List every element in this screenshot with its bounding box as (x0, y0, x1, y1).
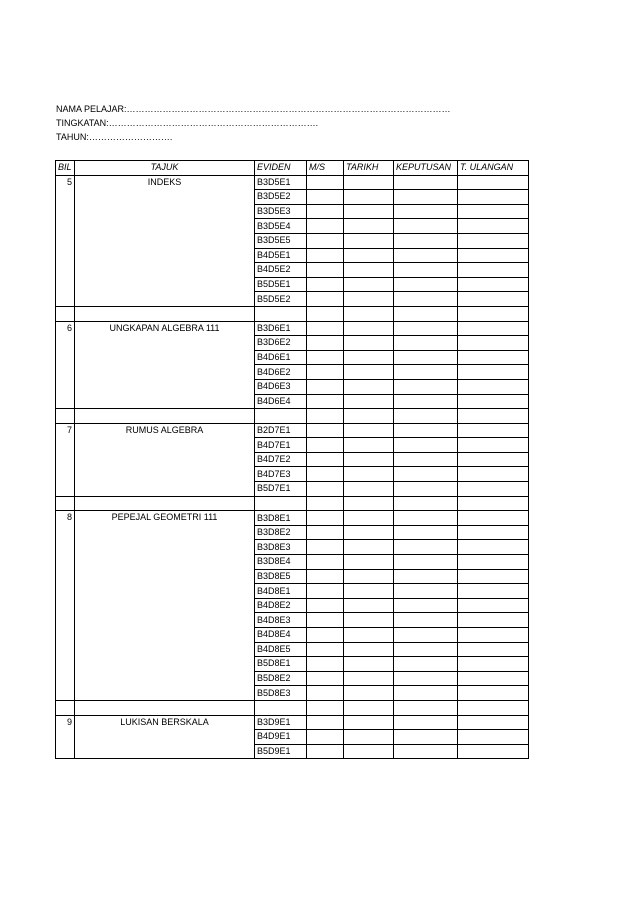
keputusan-cell[interactable] (394, 613, 458, 628)
t-ulangan-cell[interactable] (458, 540, 529, 555)
ms-cell[interactable] (307, 569, 344, 584)
empty-cell (307, 496, 344, 511)
eviden-cell: B3D8E1 (255, 511, 307, 526)
ms-cell[interactable] (307, 277, 344, 292)
tarikh-cell[interactable] (344, 190, 394, 205)
eviden-cell: B5D8E1 (255, 657, 307, 672)
t-ulangan-cell[interactable] (458, 482, 529, 497)
t-ulangan-cell[interactable] (458, 248, 529, 263)
ms-cell[interactable] (307, 744, 344, 759)
table-row (56, 511, 529, 526)
t-ulangan-cell[interactable] (458, 438, 529, 453)
ms-cell[interactable] (307, 613, 344, 628)
t-ulangan-cell[interactable] (458, 730, 529, 745)
tajuk-cell: INDEKS (75, 175, 255, 306)
tarikh-cell[interactable] (344, 394, 394, 409)
keputusan-cell[interactable] (394, 277, 458, 292)
t-ulangan-cell[interactable] (458, 190, 529, 205)
t-ulangan-cell[interactable] (458, 277, 529, 292)
empty-cell (56, 306, 75, 321)
tarikh-cell[interactable] (344, 263, 394, 278)
tarikh-cell[interactable] (344, 730, 394, 745)
keputusan-cell[interactable] (394, 452, 458, 467)
empty-cell (56, 409, 75, 424)
keputusan-cell[interactable] (394, 321, 458, 336)
empty-cell (307, 306, 344, 321)
ms-cell[interactable] (307, 452, 344, 467)
t-ulangan-cell[interactable] (458, 379, 529, 394)
table-body (56, 175, 529, 759)
empty-cell (458, 700, 529, 715)
tarikh-cell[interactable] (344, 336, 394, 351)
t-ulangan-cell[interactable] (458, 569, 529, 584)
t-ulangan-cell[interactable] (458, 671, 529, 686)
tarikh-cell[interactable] (344, 598, 394, 613)
ms-cell[interactable] (307, 219, 344, 234)
ms-cell[interactable] (307, 292, 344, 307)
empty-cell (307, 700, 344, 715)
eviden-cell: B3D8E3 (255, 540, 307, 555)
eviden-cell: B4D6E4 (255, 394, 307, 409)
eviden-cell: B3D5E2 (255, 190, 307, 205)
eviden-cell: B3D5E5 (255, 233, 307, 248)
t-ulangan-cell[interactable] (458, 292, 529, 307)
tarikh-cell[interactable] (344, 233, 394, 248)
tarikh-cell[interactable] (344, 671, 394, 686)
eviden-cell: B4D6E1 (255, 350, 307, 365)
ms-cell[interactable] (307, 190, 344, 205)
eviden-cell: B3D5E4 (255, 219, 307, 234)
spacer-row (56, 306, 529, 321)
tarikh-cell[interactable] (344, 423, 394, 438)
bil-cell: 5 (56, 175, 75, 306)
eviden-cell: B4D9E1 (255, 730, 307, 745)
table-row (56, 175, 529, 190)
empty-cell (75, 496, 255, 511)
tarikh-cell[interactable] (344, 686, 394, 701)
keputusan-cell[interactable] (394, 350, 458, 365)
ms-cell[interactable] (307, 263, 344, 278)
col-tajuk: TAJUK (75, 161, 255, 176)
keputusan-cell[interactable] (394, 525, 458, 540)
spacer-row (56, 700, 529, 715)
eviden-cell: B4D5E1 (255, 248, 307, 263)
keputusan-cell[interactable] (394, 233, 458, 248)
ms-cell[interactable] (307, 204, 344, 219)
table-row (56, 423, 529, 438)
empty-cell (307, 409, 344, 424)
tarikh-cell[interactable] (344, 365, 394, 380)
tajuk-cell: PEPEJAL GEOMETRI 111 (75, 511, 255, 701)
t-ulangan-cell[interactable] (458, 657, 529, 672)
t-ulangan-cell[interactable] (458, 321, 529, 336)
col-tarikh: TARIKH (344, 161, 394, 176)
spacer-row (56, 496, 529, 511)
keputusan-cell[interactable] (394, 598, 458, 613)
tarikh-cell[interactable] (344, 219, 394, 234)
eviden-cell: B4D6E2 (255, 365, 307, 380)
empty-cell (394, 496, 458, 511)
t-ulangan-cell[interactable] (458, 584, 529, 599)
keputusan-cell[interactable] (394, 423, 458, 438)
student-header (56, 102, 451, 144)
col-bil: BIL (56, 161, 75, 176)
ms-cell[interactable] (307, 628, 344, 643)
tarikh-cell[interactable] (344, 657, 394, 672)
t-ulangan-cell[interactable] (458, 628, 529, 643)
tarikh-cell[interactable] (344, 379, 394, 394)
eviden-cell: B4D6E3 (255, 379, 307, 394)
keputusan-cell[interactable] (394, 744, 458, 759)
keputusan-cell[interactable] (394, 628, 458, 643)
tarikh-cell[interactable] (344, 467, 394, 482)
eviden-cell: B4D5E2 (255, 263, 307, 278)
ms-cell[interactable] (307, 379, 344, 394)
t-ulangan-cell[interactable] (458, 525, 529, 540)
ms-cell[interactable] (307, 423, 344, 438)
tarikh-cell[interactable] (344, 584, 394, 599)
ms-cell[interactable] (307, 730, 344, 745)
t-ulangan-cell[interactable] (458, 175, 529, 190)
t-ulangan-cell[interactable] (458, 350, 529, 365)
tarikh-cell[interactable] (344, 642, 394, 657)
keputusan-cell[interactable] (394, 642, 458, 657)
keputusan-cell[interactable] (394, 715, 458, 730)
t-ulangan-cell[interactable] (458, 263, 529, 278)
ms-cell[interactable] (307, 598, 344, 613)
empty-cell (56, 700, 75, 715)
keputusan-cell[interactable] (394, 190, 458, 205)
ms-cell[interactable] (307, 584, 344, 599)
ms-cell[interactable] (307, 540, 344, 555)
tarikh-cell[interactable] (344, 525, 394, 540)
table-header-row (56, 161, 529, 176)
eviden-cell: B4D8E4 (255, 628, 307, 643)
tarikh-cell[interactable] (344, 204, 394, 219)
empty-cell (75, 306, 255, 321)
t-ulangan-cell[interactable] (458, 452, 529, 467)
ms-cell[interactable] (307, 321, 344, 336)
tarikh-cell[interactable] (344, 482, 394, 497)
ms-cell[interactable] (307, 336, 344, 351)
keputusan-cell[interactable] (394, 657, 458, 672)
keputusan-cell[interactable] (394, 263, 458, 278)
eviden-cell: B4D8E5 (255, 642, 307, 657)
t-ulangan-cell[interactable] (458, 555, 529, 570)
ms-cell[interactable] (307, 525, 344, 540)
keputusan-cell[interactable] (394, 438, 458, 453)
keputusan-cell[interactable] (394, 292, 458, 307)
keputusan-cell[interactable] (394, 394, 458, 409)
empty-cell (458, 409, 529, 424)
empty-cell (394, 306, 458, 321)
t-ulangan-cell[interactable] (458, 744, 529, 759)
col-keputusan: KEPUTUSAN (394, 161, 458, 176)
eviden-cell: B4D7E2 (255, 452, 307, 467)
keputusan-cell[interactable] (394, 540, 458, 555)
empty-cell (255, 700, 307, 715)
keputusan-cell[interactable] (394, 467, 458, 482)
tarikh-cell[interactable] (344, 248, 394, 263)
eviden-cell: B4D7E1 (255, 438, 307, 453)
bil-cell: 9 (56, 715, 75, 759)
tarikh-cell[interactable] (344, 540, 394, 555)
empty-cell (458, 306, 529, 321)
t-ulangan-cell[interactable] (458, 511, 529, 526)
empty-cell (394, 409, 458, 424)
empty-cell (458, 496, 529, 511)
ms-cell[interactable] (307, 482, 344, 497)
eviden-cell: B3D6E2 (255, 336, 307, 351)
tarikh-cell[interactable] (344, 292, 394, 307)
col-ms: M/S (307, 161, 344, 176)
tarikh-cell[interactable] (344, 350, 394, 365)
keputusan-cell[interactable] (394, 175, 458, 190)
ms-cell[interactable] (307, 686, 344, 701)
empty-cell (75, 700, 255, 715)
tahun-field[interactable]: TAHUN:………………………. (56, 132, 173, 142)
ms-cell[interactable] (307, 350, 344, 365)
eviden-cell: B3D5E3 (255, 204, 307, 219)
ms-cell[interactable] (307, 467, 344, 482)
tarikh-cell[interactable] (344, 511, 394, 526)
tarikh-cell[interactable] (344, 175, 394, 190)
keputusan-cell[interactable] (394, 555, 458, 570)
t-ulangan-cell[interactable] (458, 394, 529, 409)
empty-cell (75, 409, 255, 424)
tarikh-cell[interactable] (344, 628, 394, 643)
keputusan-cell[interactable] (394, 379, 458, 394)
tarikh-cell[interactable] (344, 452, 394, 467)
tarikh-cell[interactable] (344, 438, 394, 453)
empty-cell (56, 496, 75, 511)
empty-cell (344, 306, 394, 321)
empty-cell (255, 496, 307, 511)
keputusan-cell[interactable] (394, 569, 458, 584)
eviden-cell: B3D6E1 (255, 321, 307, 336)
eviden-cell: B4D8E2 (255, 598, 307, 613)
t-ulangan-cell[interactable] (458, 365, 529, 380)
col-eviden: EVIDEN (255, 161, 307, 176)
empty-cell (255, 306, 307, 321)
t-ulangan-cell[interactable] (458, 598, 529, 613)
evidence-table (55, 160, 529, 759)
keputusan-cell[interactable] (394, 511, 458, 526)
bil-cell: 8 (56, 511, 75, 701)
ms-cell[interactable] (307, 175, 344, 190)
col-t-ulangan: T. ULANGAN (458, 161, 529, 176)
tarikh-cell[interactable] (344, 613, 394, 628)
t-ulangan-cell[interactable] (458, 219, 529, 234)
eviden-cell: B5D5E2 (255, 292, 307, 307)
tajuk-cell: RUMUS ALGEBRA (75, 423, 255, 496)
table-row (56, 321, 529, 336)
tarikh-cell[interactable] (344, 277, 394, 292)
ms-cell[interactable] (307, 657, 344, 672)
ms-cell[interactable] (307, 438, 344, 453)
eviden-cell: B3D9E1 (255, 715, 307, 730)
eviden-cell: B5D8E3 (255, 686, 307, 701)
t-ulangan-cell[interactable] (458, 467, 529, 482)
keputusan-cell[interactable] (394, 204, 458, 219)
eviden-cell: B3D8E2 (255, 525, 307, 540)
eviden-cell: B4D8E3 (255, 613, 307, 628)
tarikh-cell[interactable] (344, 744, 394, 759)
empty-cell (344, 700, 394, 715)
keputusan-cell[interactable] (394, 248, 458, 263)
eviden-cell: B2D7E1 (255, 423, 307, 438)
keputusan-cell[interactable] (394, 584, 458, 599)
eviden-cell: B5D7E1 (255, 482, 307, 497)
t-ulangan-cell[interactable] (458, 204, 529, 219)
keputusan-cell[interactable] (394, 365, 458, 380)
eviden-cell: B4D8E1 (255, 584, 307, 599)
ms-cell[interactable] (307, 671, 344, 686)
keputusan-cell[interactable] (394, 730, 458, 745)
t-ulangan-cell[interactable] (458, 233, 529, 248)
tingkatan-field[interactable]: TINGKATAN:……………………………………………………………. (56, 118, 319, 128)
ms-cell[interactable] (307, 642, 344, 657)
nama-pelajar-field[interactable]: NAMA PELAJAR:……………………………………………………………………………………………… (56, 104, 451, 114)
eviden-cell: B3D8E5 (255, 569, 307, 584)
keputusan-cell[interactable] (394, 686, 458, 701)
keputusan-cell[interactable] (394, 482, 458, 497)
t-ulangan-cell[interactable] (458, 642, 529, 657)
eviden-cell: B4D7E3 (255, 467, 307, 482)
ms-cell[interactable] (307, 248, 344, 263)
empty-cell (394, 700, 458, 715)
ms-cell[interactable] (307, 394, 344, 409)
keputusan-cell[interactable] (394, 336, 458, 351)
ms-cell[interactable] (307, 365, 344, 380)
ms-cell[interactable] (307, 555, 344, 570)
t-ulangan-cell[interactable] (458, 686, 529, 701)
tarikh-cell[interactable] (344, 321, 394, 336)
empty-cell (344, 409, 394, 424)
eviden-cell: B3D5E1 (255, 175, 307, 190)
bil-cell: 6 (56, 321, 75, 409)
ms-cell[interactable] (307, 715, 344, 730)
ms-cell[interactable] (307, 511, 344, 526)
t-ulangan-cell[interactable] (458, 715, 529, 730)
empty-cell (255, 409, 307, 424)
keputusan-cell[interactable] (394, 671, 458, 686)
ms-cell[interactable] (307, 233, 344, 248)
eviden-cell: B5D8E2 (255, 671, 307, 686)
t-ulangan-cell[interactable] (458, 336, 529, 351)
eviden-cell: B5D9E1 (255, 744, 307, 759)
keputusan-cell[interactable] (394, 219, 458, 234)
spacer-row (56, 409, 529, 424)
tarikh-cell[interactable] (344, 569, 394, 584)
tarikh-cell[interactable] (344, 715, 394, 730)
t-ulangan-cell[interactable] (458, 423, 529, 438)
t-ulangan-cell[interactable] (458, 613, 529, 628)
tarikh-cell[interactable] (344, 555, 394, 570)
empty-cell (344, 496, 394, 511)
eviden-cell: B5D5E1 (255, 277, 307, 292)
bil-cell: 7 (56, 423, 75, 496)
eviden-cell: B3D8E4 (255, 555, 307, 570)
table-row (56, 715, 529, 730)
tajuk-cell: UNGKAPAN ALGEBRA 111 (75, 321, 255, 409)
tajuk-cell: LUKISAN BERSKALA (75, 715, 255, 759)
